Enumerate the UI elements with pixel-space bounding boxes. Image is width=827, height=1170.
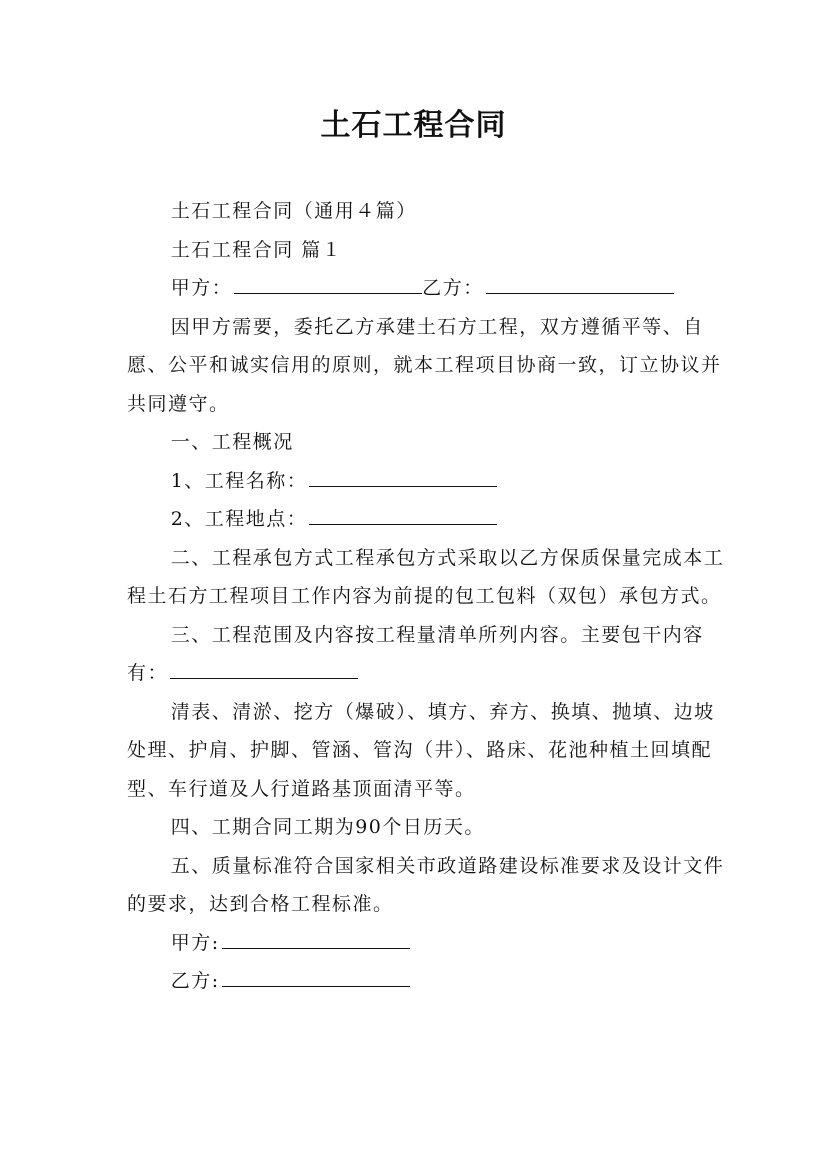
section-heading: 土石工程合同 篇１ <box>170 238 343 261</box>
project-name-line <box>127 462 727 501</box>
party-b-blank <box>486 275 674 294</box>
section-1-heading: 一、工程概况 <box>170 431 294 453</box>
sign-b-blank <box>222 968 410 987</box>
project-location-line <box>127 500 727 539</box>
section-3-text: 三、工程范围及内容按工程量清单所列内容。主要包干内容有： <box>127 623 704 684</box>
project-location-label: 2、工程地点： <box>170 508 308 530</box>
intro-paragraph: 因甲方需要，委托乙方承建土石方工程，双方遵循平等、自愿、公平和诚实信用的原则，就本工程项目协商一致，订立协议并共同遵守。 <box>127 315 722 415</box>
party-a-blank <box>234 275 422 294</box>
project-name-blank <box>309 468 497 487</box>
sign-a-line <box>127 924 727 963</box>
section-3-paragraph <box>127 616 727 693</box>
section-4-paragraph: 四、工期合同工期为90个日历天。 <box>170 816 485 838</box>
project-location-blank <box>309 506 497 525</box>
scope-blank <box>170 660 358 679</box>
sign-a-label: 甲方: <box>170 931 220 954</box>
document-subtitle: 土石工程合同（通用４篇） <box>170 200 417 222</box>
sign-a-blank <box>222 930 410 949</box>
party-b-label: 乙方： <box>422 277 484 299</box>
party-a-label: 甲方： <box>170 277 233 299</box>
sign-b-label: 乙方: <box>170 970 220 992</box>
sign-b-line <box>127 962 727 1001</box>
project-name-label: 1、工程名称： <box>170 469 308 492</box>
party-line <box>127 269 727 308</box>
section-2-paragraph: 二、工程承包方式工程承包方式采取以乙方保质保量完成本工程土石方工程项目工作内容为前提的包工包料（双包）承包方式。 <box>127 546 725 607</box>
document-body <box>127 192 727 1001</box>
scope-items-paragraph: 清表、清淤、挖方（爆破）、填方、弃方、换填、抛填、边坡处理、护肩、护脚、管涵、管沟（井）、路床、花池种植土回填配型、车行道及人行道路基顶面清平等。 <box>127 700 715 800</box>
section-5-paragraph: 五、质量标准符合国家相关市政道路建设标准要求及设计文件的要求，达到合格工程标准。 <box>127 854 725 915</box>
document-title: 土石工程合同 <box>320 108 507 143</box>
